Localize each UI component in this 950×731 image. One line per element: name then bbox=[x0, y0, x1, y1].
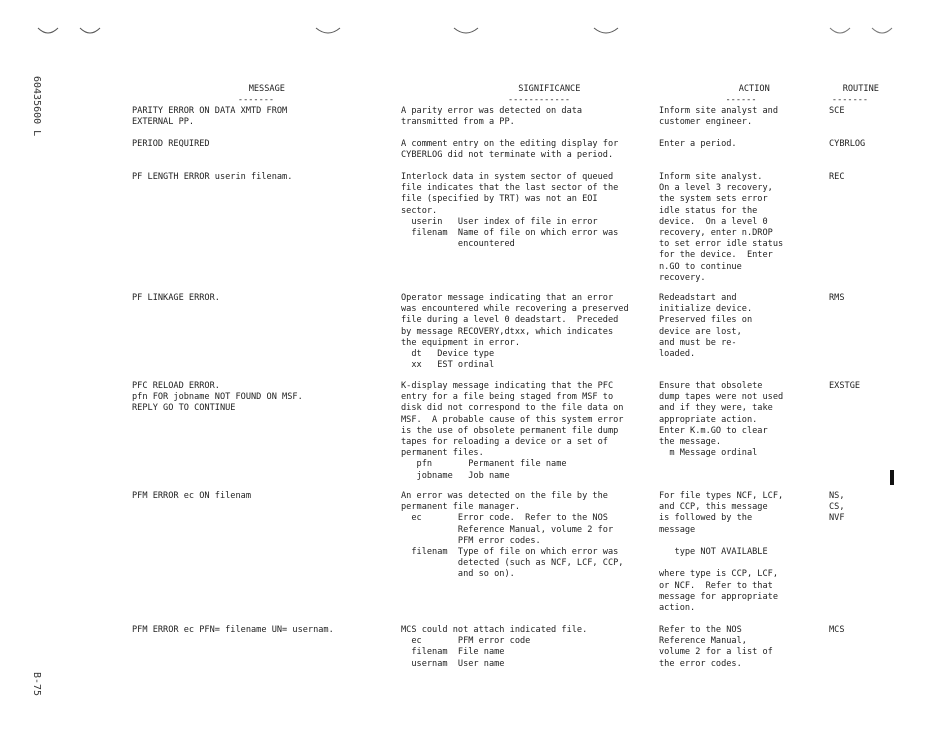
entry-routine: NS, CS, NVF bbox=[829, 491, 845, 524]
entry-action: Enter a period. bbox=[659, 139, 737, 149]
punch-mark-icon bbox=[828, 22, 900, 42]
entry-routine: CYBRLOG bbox=[829, 139, 866, 149]
entry-action: For file types NCF, LCF, and CCP, this message is followed by the message type NOT AVAILABLE where type is CCP, LCF, or NCF. Refer to that message for appropriate action. bbox=[659, 491, 784, 614]
entry-action: Refer to the NOS Reference Manual, volume 2 for a list of the error codes. bbox=[659, 625, 773, 669]
entry-routine: RMS bbox=[829, 293, 845, 303]
entry-action: Inform site analyst. On a level 3 recovery, the system sets error idle status for the device. On a level 0 recovery, enter n.DROP to set error idle status for the device. Enter n.GO to continue recovery. bbox=[659, 172, 784, 283]
entry-significance: A parity error was detected on data transmitted from a PP. bbox=[401, 106, 583, 128]
entry-message: PERIOD REQUIRED bbox=[132, 139, 210, 149]
header-label: MESSAGE bbox=[248, 84, 285, 95]
entry-action: Ensure that obsolete dump tapes were not used and if they were, take appropriate action. Enter K.m.GO to clear the message. m Message ordinal bbox=[659, 381, 784, 459]
entry-action: Redeadstart and initialize device. Preserved files on device are lost, and must be re- loaded. bbox=[659, 293, 753, 360]
entry-significance: K-display message indicating that the PFC entry for a file being staged from MSF to disk did not correspond to the file data on MSF. A probable cause of this system error is the use of obsolete permanent file dump tapes for reloading a device or a set of permanent files. pfn Permanent file name jobname Job name bbox=[401, 381, 624, 481]
change-bar bbox=[890, 470, 894, 485]
header-rule: ------ bbox=[725, 95, 757, 106]
header-rule: ------------ bbox=[507, 95, 571, 106]
entry-message: PFM ERROR ec PFN= filename UN= usernam. bbox=[132, 625, 334, 635]
entry-routine: EXSTGE bbox=[829, 381, 861, 391]
entry-message: PFC RELOAD ERROR. pfn FOR jobname NOT FOUND ON MSF. REPLY GO TO CONTINUE bbox=[132, 381, 303, 414]
entry-significance: A comment entry on the editing display for CYBERLOG did not terminate with a period. bbox=[401, 139, 619, 161]
punch-mark-icon bbox=[314, 22, 344, 42]
page-number: B-75 bbox=[31, 672, 42, 697]
punch-mark-icon bbox=[36, 22, 106, 42]
document-number: 60435600 L bbox=[31, 76, 42, 137]
column-header-routine bbox=[822, 73, 878, 129]
header-rule: ------- bbox=[831, 95, 869, 106]
header-label: ACTION bbox=[738, 84, 770, 95]
entry-routine: MCS bbox=[829, 625, 845, 635]
header-label: SIGNIFICANCE bbox=[518, 84, 581, 95]
entry-routine: SCE bbox=[829, 106, 845, 116]
entry-message: PF LINKAGE ERROR. bbox=[132, 293, 220, 303]
entry-action: Inform site analyst and customer engineer. bbox=[659, 106, 778, 128]
entry-significance: MCS could not attach indicated file. ec PFM error code filenam File name usernam User name bbox=[401, 625, 588, 669]
entry-message: PF LENGTH ERROR userin filenam. bbox=[132, 172, 293, 182]
entry-message: PARITY ERROR ON DATA XMTD FROM EXTERNAL PP. bbox=[132, 106, 288, 128]
entry-routine: REC bbox=[829, 172, 845, 182]
header-rule: ------- bbox=[237, 95, 275, 106]
punch-mark-icon bbox=[452, 22, 482, 42]
entry-significance: Interlock data in system sector of queued file indicates that the last sector of the file (specified by TRT) was not an EOI sector. userin User index of file in error filenam Name of file on which error was encountered bbox=[401, 172, 619, 250]
entry-significance: Operator message indicating that an error was encountered while recovering a preserved file during a level 0 deadstart. Preceded by message RECOVERY,dtxx, which indicates the equipment in error. dt Device type xx EST ordinal bbox=[401, 293, 629, 371]
entry-significance: An error was detected on the file by the permanent file manager. ec Error code. Refer to the NOS Reference Manual, volume 2 for PFM error codes. filenam Type of file on which error was detected (such as NCF, LCF, CCP, and so on). bbox=[401, 491, 624, 580]
header-label: ROUTINE bbox=[842, 84, 879, 95]
punch-mark-icon bbox=[592, 22, 622, 42]
entry-message: PFM ERROR ec ON filenam bbox=[132, 491, 251, 501]
